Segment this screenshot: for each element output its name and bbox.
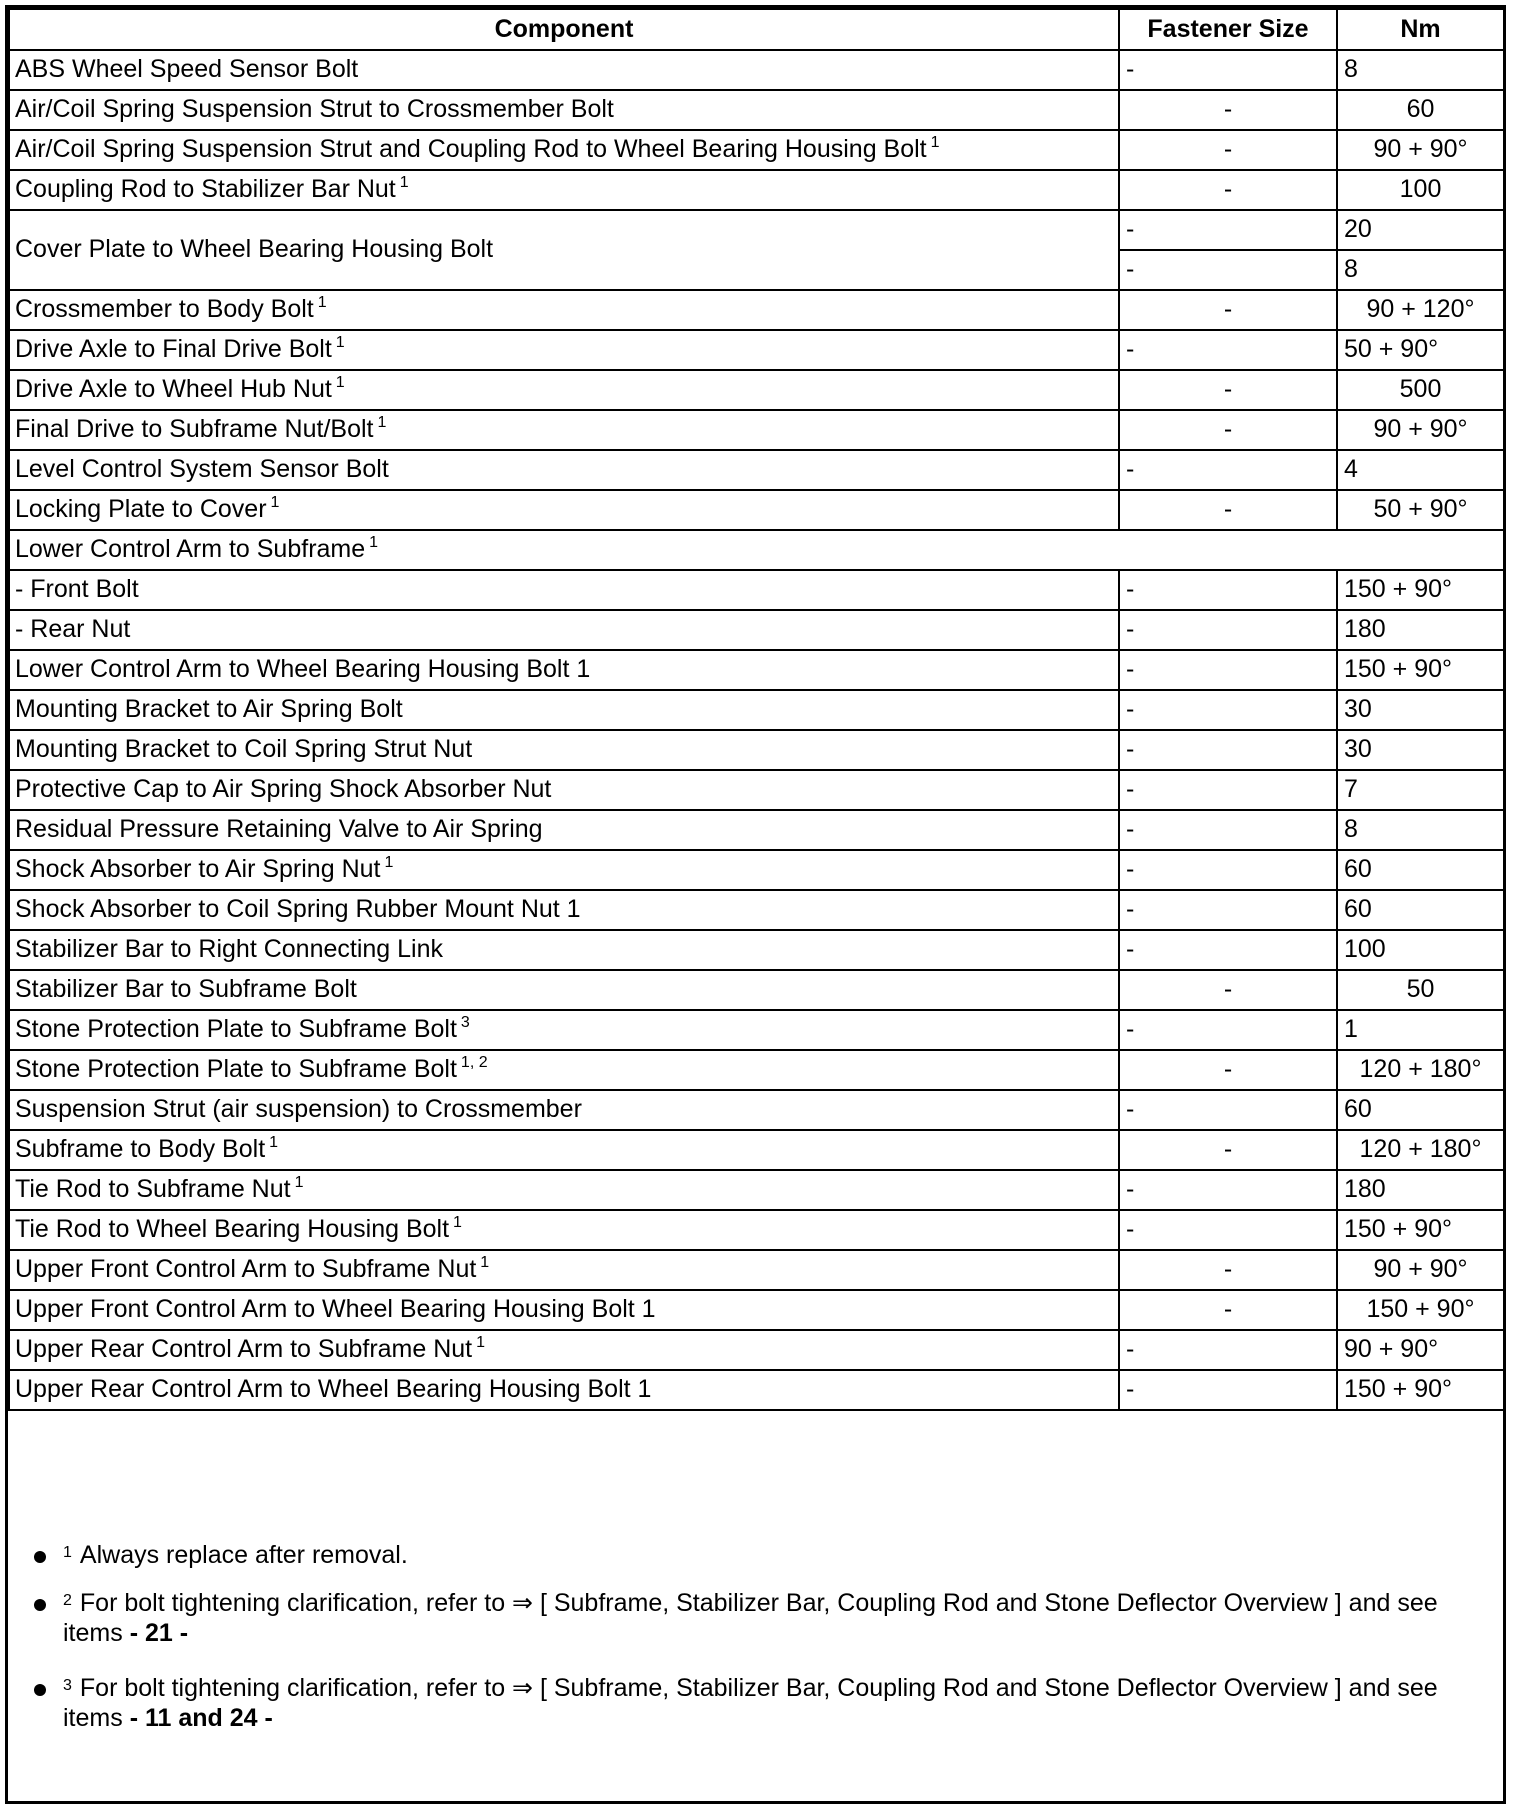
footnote-ref: 1 [335,334,345,352]
table-row [9,1170,1504,1210]
bullet-icon [34,1684,46,1696]
component-text: Upper Rear Control Arm to Wheel Bearing Housing Bolt 1 [15,1375,652,1404]
torque-value-cell: 120 + 180° [1337,1130,1504,1170]
component-cell [9,330,1119,370]
table-row [9,1090,1504,1130]
table-row [9,970,1504,1010]
footnote-ref: 1 [269,1134,279,1152]
torque-value-cell: 7 [1337,770,1504,810]
footnote-text: For bolt tightening clarification, refer to ⇒ [ Subframe, Stabilizer Bar, Coupling Rod and Stone Deflector Overview ] and see items [63,1674,1438,1732]
footnote-number: 3 [63,1677,72,1694]
component-text: Mounting Bracket to Air Spring Bolt [15,695,403,724]
component-cell [9,1130,1119,1170]
header-component: Component [9,9,1119,50]
fastener-size-cell: - [1119,930,1337,970]
footnote-text: For bolt tightening clarification, refer to ⇒ [ Subframe, Stabilizer Bar, Coupling Rod and Stone Deflector Overview ] and see items [63,1589,1438,1647]
fastener-size-cell: - [1119,50,1337,90]
component-cell [9,130,1119,170]
component-cell [9,1090,1119,1130]
component-cell [9,1210,1119,1250]
component-text: Final Drive to Subframe Nut/Bolt [15,415,374,444]
component-text: Shock Absorber to Air Spring Nut [15,855,381,884]
table-row [9,290,1504,330]
fastener-size-cell: - [1119,90,1337,130]
footnote-number: 1 [63,1544,72,1561]
footnote-ref: 1 [384,854,394,872]
fastener-size-cell: - [1119,1050,1337,1090]
component-cell [9,290,1119,330]
component-cell [9,370,1119,410]
component-text: Level Control System Sensor Bolt [15,455,389,484]
fastener-size-cell: - [1119,1210,1337,1250]
component-cell [9,890,1119,930]
component-cell [9,810,1119,850]
torque-value-cell: 8 [1337,810,1504,850]
footnote-ref: 1 [294,1174,304,1192]
component-text: Lower Control Arm to Subframe [15,535,366,564]
table-row [9,1250,1504,1290]
fastener-size-cell: - [1119,410,1337,450]
table-row [9,850,1504,890]
torque-value-cell: 100 [1337,170,1504,210]
fastener-size-cell: - [1119,850,1337,890]
component-cell [9,490,1119,530]
table-header-row [9,9,1504,50]
fastener-size-cell: - [1119,490,1337,530]
torque-value-cell: 50 + 90° [1337,490,1504,530]
footnote-ref: 1 [930,134,940,152]
component-text: Subframe to Body Bolt [15,1135,266,1164]
table-section-row [9,530,1504,570]
torque-value-cell: 180 [1337,610,1504,650]
table-row [9,890,1504,930]
component-cell [9,170,1119,210]
component-cell [9,210,1119,290]
torque-value-cell: 90 + 90° [1337,410,1504,450]
torque-value-cell: 8 [1337,250,1504,290]
fastener-size-cell: - [1119,1010,1337,1050]
table-row [9,90,1504,130]
table-row [9,1330,1504,1370]
torque-value-cell: 90 + 90° [1337,1250,1504,1290]
torque-value-cell: 150 + 90° [1337,1210,1504,1250]
torque-value-cell: 30 [1337,730,1504,770]
torque-value-cell: 30 [1337,690,1504,730]
torque-value-cell: 8 [1337,50,1504,90]
table-row [9,1370,1504,1410]
table-row [9,1290,1504,1330]
component-cell [9,930,1119,970]
table-row [9,570,1504,610]
torque-value-cell: 90 + 120° [1337,290,1504,330]
component-text: Air/Coil Spring Suspension Strut and Coupling Rod to Wheel Bearing Housing Bolt [15,135,927,164]
header-fastener-size: Fastener Size [1119,9,1337,50]
fastener-size-cell: - [1119,1290,1337,1330]
component-text: Stone Protection Plate to Subframe Bolt [15,1015,457,1044]
component-text: - Rear Nut [15,615,131,644]
fastener-size-cell: - [1119,450,1337,490]
fastener-size-cell: - [1119,170,1337,210]
component-text: Upper Front Control Arm to Wheel Bearing Housing Bolt 1 [15,1295,656,1324]
component-cell [9,690,1119,730]
torque-value-cell: 60 [1337,90,1504,130]
component-cell [9,1330,1119,1370]
fastener-size-cell: - [1119,130,1337,170]
table-row [9,810,1504,850]
component-text: Coupling Rod to Stabilizer Bar Nut [15,175,396,204]
component-text: Suspension Strut (air suspension) to Crossmember [15,1095,582,1124]
bullet-icon [34,1599,46,1611]
fastener-size-cell: - [1119,290,1337,330]
footnote-ref: 1 [476,1334,486,1352]
footnote-ref: 1 [399,174,409,192]
table-row [9,330,1504,370]
table-row [9,730,1504,770]
component-cell [9,1370,1119,1410]
component-text: Tie Rod to Wheel Bearing Housing Bolt [15,1215,450,1244]
table-row [9,490,1504,530]
table-row [9,690,1504,730]
component-cell [9,50,1119,90]
component-cell [9,1010,1119,1050]
section-label [9,530,1504,570]
component-cell [9,570,1119,610]
footnote-ref: 1 [270,494,280,512]
component-cell [9,1170,1119,1210]
table-row [9,930,1504,970]
component-cell [9,970,1119,1010]
footnote-ref: 1 [317,294,327,312]
fastener-size-cell: - [1119,1130,1337,1170]
component-text: Stabilizer Bar to Right Connecting Link [15,935,444,964]
table-body [9,50,1504,1410]
component-cell [9,90,1119,130]
fastener-size-cell: - [1119,1090,1337,1130]
torque-value-cell: 150 + 90° [1337,650,1504,690]
fastener-size-cell: - [1119,330,1337,370]
table-row [9,1050,1504,1090]
fastener-size-cell: - [1119,210,1337,250]
component-text: Residual Pressure Retaining Valve to Air Spring [15,815,543,844]
table-row [9,1210,1504,1250]
footnote-ref: 1 [369,534,379,552]
torque-value-cell: 150 + 90° [1337,570,1504,610]
table-row [9,170,1504,210]
torque-value-cell: 50 + 90° [1337,330,1504,370]
table-row [9,50,1504,90]
torque-value-cell: 4 [1337,450,1504,490]
component-cell [9,770,1119,810]
torque-value-cell: 500 [1337,370,1504,410]
torque-value-cell: 90 + 90° [1337,130,1504,170]
torque-value-cell: 20 [1337,210,1504,250]
component-text: Air/Coil Spring Suspension Strut to Crossmember Bolt [15,95,614,124]
component-text: Shock Absorber to Coil Spring Rubber Mount Nut 1 [15,895,581,924]
torque-spec-page [5,5,1506,1804]
fastener-size-cell: - [1119,570,1337,610]
component-text: Drive Axle to Final Drive Bolt [15,335,332,364]
torque-spec-table [8,8,1505,1411]
component-cell [9,650,1119,690]
table-row [9,410,1504,450]
header-nm: Nm [1337,9,1504,50]
fastener-size-cell: - [1119,1370,1337,1410]
component-text: - Front Bolt [15,575,139,604]
torque-value-cell: 60 [1337,890,1504,930]
component-text: Protective Cap to Air Spring Shock Absorber Nut [15,775,552,804]
fastener-size-cell: - [1119,970,1337,1010]
component-cell [9,1050,1119,1090]
bullet-icon [34,1551,46,1563]
component-cell [9,730,1119,770]
fastener-size-cell: - [1119,890,1337,930]
component-text: ABS Wheel Speed Sensor Bolt [15,55,359,84]
torque-value-cell: 100 [1337,930,1504,970]
fastener-size-cell: - [1119,650,1337,690]
component-text: Lower Control Arm to Wheel Bearing Housing Bolt 1 [15,655,591,684]
component-text: Drive Axle to Wheel Hub Nut [15,375,332,404]
fastener-size-cell: - [1119,1250,1337,1290]
footnote-ref: 1 [335,374,345,392]
table-row [9,610,1504,650]
component-cell [9,450,1119,490]
table-row [9,650,1504,690]
fastener-size-cell: - [1119,810,1337,850]
component-cell [9,1290,1119,1330]
fastener-size-cell: - [1119,1170,1337,1210]
table-row [9,1130,1504,1170]
table-row [9,130,1504,170]
component-text: Locking Plate to Cover [15,495,267,524]
component-text: Upper Front Control Arm to Subframe Nut [15,1255,477,1284]
component-text: Crossmember to Body Bolt [15,295,314,324]
component-cell [9,850,1119,890]
footnote-text: Always replace after removal. [79,1541,408,1569]
torque-value-cell: 50 [1337,970,1504,1010]
torque-value-cell: 1 [1337,1010,1504,1050]
fastener-size-cell: - [1119,250,1337,290]
torque-value-cell: 150 + 90° [1337,1370,1504,1410]
component-cell [9,610,1119,650]
footnote-ref: 1 [453,1214,462,1232]
footnote [63,1540,1463,1570]
component-text: Mounting Bracket to Coil Spring Strut Nut [15,735,473,764]
component-text: Stabilizer Bar to Subframe Bolt [15,975,357,1004]
footnote [63,1673,1463,1733]
component-text: Stone Protection Plate to Subframe Bolt [15,1055,457,1084]
table-row [9,370,1504,410]
torque-value-cell: 90 + 90° [1337,1330,1504,1370]
torque-value-cell: 60 [1337,1090,1504,1130]
component-text: Upper Rear Control Arm to Subframe Nut [15,1335,473,1364]
fastener-size-cell: - [1119,770,1337,810]
torque-value-cell: 120 + 180° [1337,1050,1504,1090]
fastener-size-cell: - [1119,690,1337,730]
footnote-item-ref: - 21 - [129,1619,189,1647]
table-row [9,450,1504,490]
footnote-item-ref: - 11 and 24 - [129,1704,273,1732]
component-text: Tie Rod to Subframe Nut [15,1175,291,1204]
torque-value-cell: 150 + 90° [1337,1290,1504,1330]
torque-value-cell: 180 [1337,1170,1504,1210]
fastener-size-cell: - [1119,610,1337,650]
footnote-ref: 1 [480,1254,490,1272]
table-row [9,210,1504,250]
footnote-ref: 1, 2 [460,1054,488,1072]
component-cell [9,410,1119,450]
table-row [9,1010,1504,1050]
fastener-size-cell: - [1119,730,1337,770]
component-cell [9,1250,1119,1290]
fastener-size-cell: - [1119,1330,1337,1370]
footnote [63,1588,1463,1648]
footnote-ref: 3 [460,1014,470,1032]
footnote-number: 2 [63,1592,72,1609]
footnote-ref: 1 [377,414,387,432]
torque-value-cell: 60 [1337,850,1504,890]
fastener-size-cell: - [1119,370,1337,410]
component-text: Cover Plate to Wheel Bearing Housing Bolt [15,235,494,264]
table-row [9,770,1504,810]
